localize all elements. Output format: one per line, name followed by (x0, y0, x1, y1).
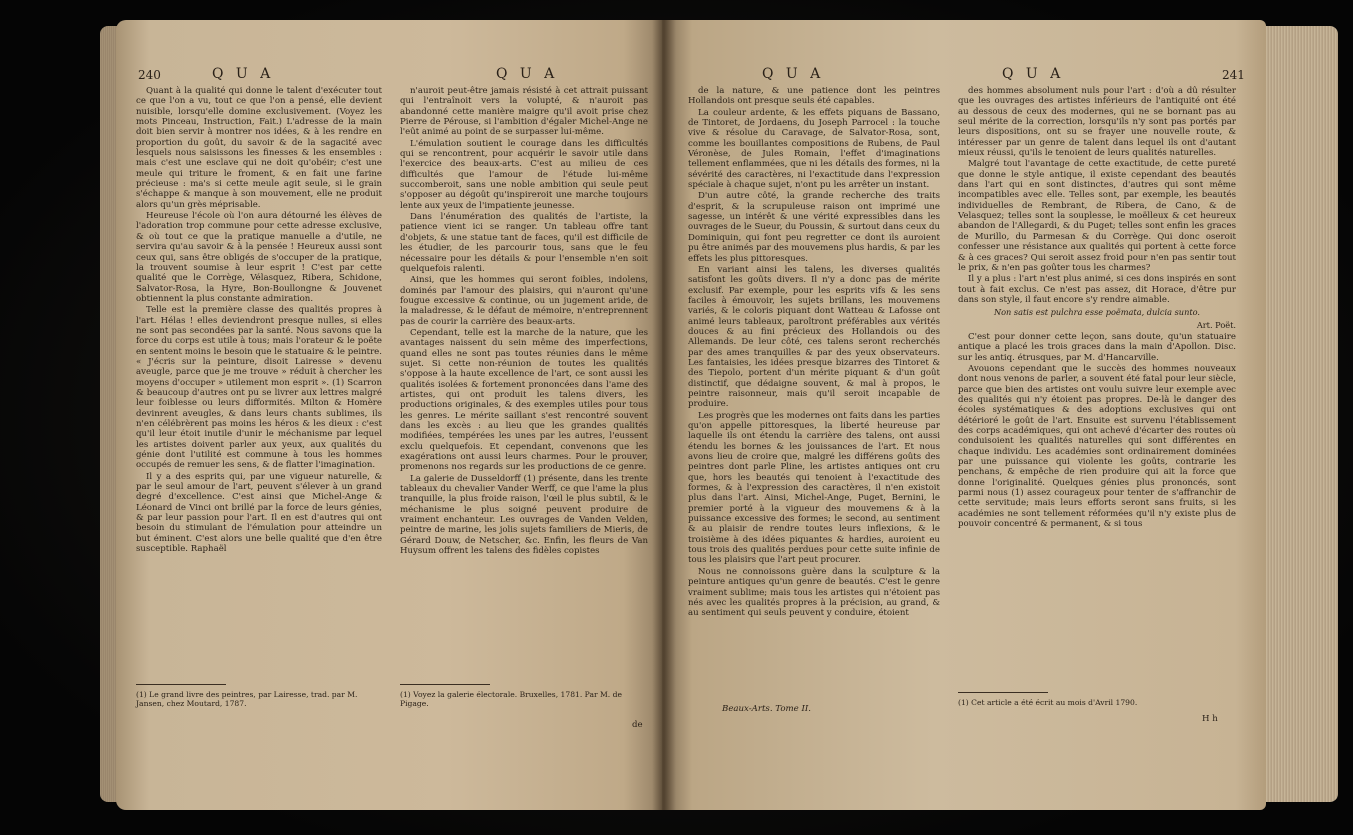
paragraph: des hommes absolument nuls pour l'art : d'où a dû résulter que les ouvrages des artistes inférieurs de l'antiquité ont été au dessous de ceux des modernes, qui ne se bornant pas au seul mérite de la correction, lorsqu'ils n'y sont pas portés par leurs dispositions, ont su se frayer une nouvelle route, & intéresser par un genre de talent dans lequel ils ont d'autant mieux réussi, qu'ils le tenoient de leurs qualités naturelles. (958, 86, 1236, 159)
paragraph: Il y a des esprits qui, par une vigueur naturelle, & par le seul amour de l'art, peuvent s'élever à un grand degré d'excellence. C'est ainsi que Michel-Ange & Léonard de Vinci ont brillé par la force de leurs génies, & par leur passion pour l'art. Il en est d'autres qui ont besoin du stimulant de l'émulation pour atteindre un but éminent. C'est alors une belle qualité que d'en être susceptible. Raphaël (136, 471, 382, 555)
footnote-rule (958, 692, 1048, 693)
paragraph: Nous ne connoissons guère dans la sculpture & la peinture antiques qu'un genre de beautés. C'est le genre vraiment sublime; mais tous les artistes qui n'étoient pas nés avec les qualités propres à la précision, au grand, & au sentiment qui seuls peuvent y conduire, étoient (688, 566, 940, 619)
paragraph: Malgré tout l'avantage de cette exactitude, de cette pureté que donne le style antique, il existe cependant des beautés dans l'art qui en sont distinctes, d'autres qui sont même incompatibles avec elle. Telles sont, par exemple, les beautés individuelles de Rembrant, de Ribera, de Cano, & de Velasquez; telles sont la souplesse, le moëlleux & cet heureux abandon de l'Allegardi, & du Puget; telles sont enfin les graces de Murillo, du Parmesan & du Corrège. Qui donc oseroit confesser une résistance aux qualités qui portent à cette force & à ces graces? Qui seroit assez froid pour n'en pas sentir tout le prix, & n'en pas goûter tous les charmes? (958, 159, 1236, 273)
right-column-2 (958, 86, 1236, 686)
paragraph: La couleur ardente, & les effets piquans de Bassano, de Tintoret, de Jordaens, du Joseph Parrocel : la touche vive & résolue du Caravage, de Salvator-Rosa, sont, comme les bouillantes compositions de Rubens, de Paul Véronèse, de Jules Romain, l'effet d'imaginations tellement enflammées, que ni les détails des formes, ni la sévérité des caractères, ni l'exactitude dans l'expression spéciale à chaque sujet, n'ont pu les arrêter un instant. (688, 107, 940, 191)
right-folio: 241 (1222, 68, 1245, 82)
paragraph: Quant à la qualité qui donne le talent d'exécuter tout ce que l'on a vu, tout ce que l'on a pensé, elle devient nuisible, lorsqu'elle domine exclusivement. (Voyez les mots Pinceau, Instruction, Fait.) L'adresse de la main doit bien servir à montrer nos idées, & à les rendre en proportion du goût, du savoir & de la sagacité avec lesquels nous saisissons les finesses & les ensembles : mais c'est une esclave qui ne doit qu'obéir; c'est une meule qui triture le froment, & en fait une farine précieuse : ma's si cette meule agit seule, si le grain s'échappe & manque à son mouvement, elle ne produit alors qu'un grès méprisable. (136, 86, 382, 210)
latin-quote: Non satis est pulchra esse poëmata, dulcia sunto. (993, 307, 1201, 318)
paragraph: Dans l'énumération des qualités de l'artiste, la patience vient ici se ranger. Un tableau offre tant d'objets, & une statue tant de faces, qu'il est difficile de les étudier, de les parcourir tous, sans que le feu nécessaire pour les détails & pour l'ensemble n'en soit quelquefois ralenti. (400, 212, 648, 274)
left-header-col1: Q U A (212, 66, 275, 82)
paragraph: Avouons cependant que le succès des hommes nouveaux dont nous venons de parler, a souvent été fatal pour leur siècle, parce que bien des artistes ont voulu suivre leur exemple avec des qualités qui n'y étoient pas propres. De-là le danger des écoles systématiques & des adoptions exclusives qui ont détérioré le goût de l'art. Ensuite est survenu l'établissement des corps académiques, qui ont achevé d'écarter des routes où conduisoient les qualités naturelles qui sont différentes en chaque individu. Les académies sont ordinairement dominées par une puissance qui violente les goûts, contrarie les penchans, & empêche de rien produire qui ait la force que donne l'originalité. Quelques génies plus prononcés, sont parmi nous (1) assez courageux pour tenter de s'affranchir de cette servitude; mais leurs efforts seront sans fruits, si les académies ne sont tellement réformées qu'il n'y existe plus de pouvoir concentré & permanent, & si tous (958, 363, 1236, 530)
paragraph: Ainsi, que les hommes qui seront foibles, indolens, dominés par l'amour des plaisirs, qui n'auront qu'une fougue excessive & continue, ou un jugement aride, de la maladresse, & le défaut de mémoire, n'entreprennent pas de courir la carrière des beaux-arts. (400, 275, 648, 327)
paragraph: En variant ainsi les talens, les diverses qualités satisfont les goûts divers. Il n'y a donc pas de mérite exclusif. Par exemple, pour les esprits vifs & les sens faciles à émouvoir, les sujets brillans, les mouvemens variés, & le coloris piquant dont Watteau & Lafosse ont animé leurs tableaux, paroîtront préférables aux vérités douces & au fini précieux des Hollandois ou des Allemands. De leur côté, ces talens seront recherchés par des ames tranquilles & par des yeux observateurs. Les fantaisies, les idées presque bizarres des Tintoret & des Tiepolo, portent d'un mérite piquant & d'un goût distinctif, que dédaigne souvent, & mal à propos, le peintre raisonneur, mais qu'il seroit incapable de produire. (688, 264, 940, 410)
left-column-2 (400, 86, 648, 676)
gathering-mark: H h (1202, 714, 1218, 724)
footnote-rule (400, 684, 490, 685)
left-folio: 240 (138, 68, 161, 82)
left-footnote-2: (1) Voyez la galerie électorale. Bruxelles, 1781. Par M. de Pigage. (400, 690, 622, 709)
paragraph: Telle est la première classe des qualités propres à l'art. Hélas ! elles deviendront presque nulles, si elles ne sont pas secondées par la santé. Nous savons que la force du corps est utile à tous; mais l'orateur & le poëte en sentent moins le besoin que le statuaire & le peintre. « J'écris sur la peinture, disoit Lairesse » devenu aveugle, parce que je me trouve » réduit à chercher les moyens d'occuper » utilement mon esprit ». (1) Scarron & beaucoup d'autres ont pu se livrer aux lettres malgré leur foiblesse ou leurs difformités. Milton & Homère devinrent aveugles, & dans leurs chants sublimes, ils n'en célébrèrent pas moins les héros & les dieux : c'est qu'il leur étoit inutile d'unir le méchanisme par lequel les artistes doivent parler aux yeux, aux qualités du génie dont l'utilité est commune à tous les hommes occupés de remuer les sens, & de flatter l'imagination. (136, 305, 382, 471)
signature-line: Beaux-Arts. Tome II. (722, 704, 812, 714)
paragraph: D'un autre côté, la grande recherche des traits d'esprit, & la scrupuleuse raison ont imprimé une sagesse, un intérêt & une vérité expressibles dans les ouvrages de le Sueur, du Poussin, & surtout dans ceux du Dominiquin, qui font peu regretter ce dont ils auroient pu être animés par des mouvemens plus hardis, & par les effets les plus pittoresques. (688, 191, 940, 264)
paragraph: C'est pour donner cette leçon, sans doute, qu'un statuaire antique a placé les trois graces dans la main d'Apollon. Disc. sur les antiq. étrusques, par M. d'Hancarville. (958, 331, 1236, 363)
paragraph: n'auroit peut-être jamais résisté à cet attrait puissant qui l'entraînoit vers la volupté, & n'auroit pas abandonné cette manière maigre qu'il avoit prise chez Pierre de Pérouse, si l'ambition d'égaler Michel-Ange ne l'eût animé au point de se surpasser lui-même. (400, 86, 648, 138)
paragraph: Cependant, telle est la marche de la nature, que les avantages naissent du sein même des imperfections, quand elles ne sont pas toutes réunies dans le même sujet. Si cette non-réunion de toutes les qualités s'oppose à la haute excellence de l'art, ce sont aussi les qualités isolées & fortement prononcées dans l'ame des artistes, qui ont produit les talens divers, les productions originales, & des exemples utiles pour tous les genres. Le mérite saillant s'est rencontré souvent dans les excès : au lieu que les grandes qualités modifiées, tempérées les unes par les autres, l'eussent exclu quelquefois. Et cependant, convenons que les exagérations ont aussi leurs charmes. Pour le prouver, promenons nos regards sur les productions de ce genre. (400, 327, 648, 473)
right-page (662, 20, 1266, 810)
catchword: de (632, 720, 643, 730)
paragraph: Il y a plus : l'art n'est plus animé, si ces dons inspirés en sont tout à fait exclus. Ce n'est pas assez, dit Horace, d'être pur dans son style, il faut encore s'y rendre aimable. (958, 274, 1236, 305)
left-footnote-1: (1) Le grand livre des peintres, par Lairesse, trad. par M. Jansen, chez Moutard, 1787. (136, 690, 358, 709)
right-column-1 (688, 86, 940, 696)
left-page (116, 20, 668, 810)
right-page-edges (1266, 26, 1338, 802)
right-header-col2: Q U A (1002, 66, 1065, 82)
right-header-col1: Q U A (762, 66, 825, 82)
paragraph: Heureuse l'école où l'on aura détourné les élèves de l'adoration trop commune pour cette adresse exclusive, & où tout ce que la pratique manuelle a d'utile, ne servira qu'au savoir & à la pensée ! Heureux aussi sont ceux qui, sans être obligés de s'occuper de la pratique, la trouvent soumise à leur esprit ! C'est par cette qualité que le Corrège, Vélasquez, Ribera, Schidone, Salvator-Rosa, la Hyre, Bon-Boullongne & Jouvenet obtiennent la plus constante admiration. (136, 211, 382, 304)
left-header-col2: Q U A (496, 66, 559, 82)
quote-source: Art. Poët. (1196, 319, 1236, 330)
paragraph: Les progrès que les modernes ont faits dans les parties qu'on appelle pittoresques, la liberté heureuse par laquelle ils ont étendu la carrière des talens, ont aussi étendu les bornes & les jouissances de l'art. Et nous avons lieu de croire que, malgré les différens goûts des peintres dont parle Pline, les artistes antiques ont cru que, hors les beautés qui tenoient à l'exactitude des formes, & à l'expression des caractères, il n'en existoit plus dans l'art. Ainsi, Michel-Ange, Puget, Bernini, le premier porté à la vigueur des mouvemens & à la puissance excessive des formes; le second, au sentiment & au plaisir de rendre toutes leurs inflexions, & le troisième à des idées piquantes & hardies, auroient eu tous trois des qualités perdues pour cette suite infinie de tous les plaisirs que l'art peut procurer. (688, 410, 940, 566)
right-footnote: (1) Cet article a été écrit au mois d'Avril 1790. (958, 698, 1138, 707)
paragraph: L'émulation soutient le courage dans les difficultés qui se rencontrent, pour acquérir le savoir utile dans l'exercice des beaux-arts. C'est au milieu de ces difficultés que l'amour de l'étude lui-même succomberoit, sans une noble ambition qui seule peut s'opposer au dégoût qu'inspireroit une marche toujours lente aux yeux de l'impatiente jeunesse. (400, 138, 648, 211)
book-gutter (652, 20, 676, 810)
paragraph: de la nature, & une patience dont les peintres Hollandois ont presque seuls été capables. (688, 86, 940, 107)
left-column-1 (136, 86, 382, 676)
paragraph: La galerie de Dusseldorff (1) présente, dans les trente tableaux du chevalier Vander Werff, ce que l'ame la plus tranquille, la plus froide raison, l'œil le plus subtil, & le méchanisme le plus soigné peuvent produire de vraiment enchanteur. Les ouvrages de Vanden Velden, peintre de marine, les jolis sujets familiers de Mieris, de Gérard Douw, de Netscher, &c. Enfin, les fleurs de Van Huysum offrent les talens des fidèles copistes (400, 473, 648, 557)
footnote-rule (136, 684, 226, 685)
